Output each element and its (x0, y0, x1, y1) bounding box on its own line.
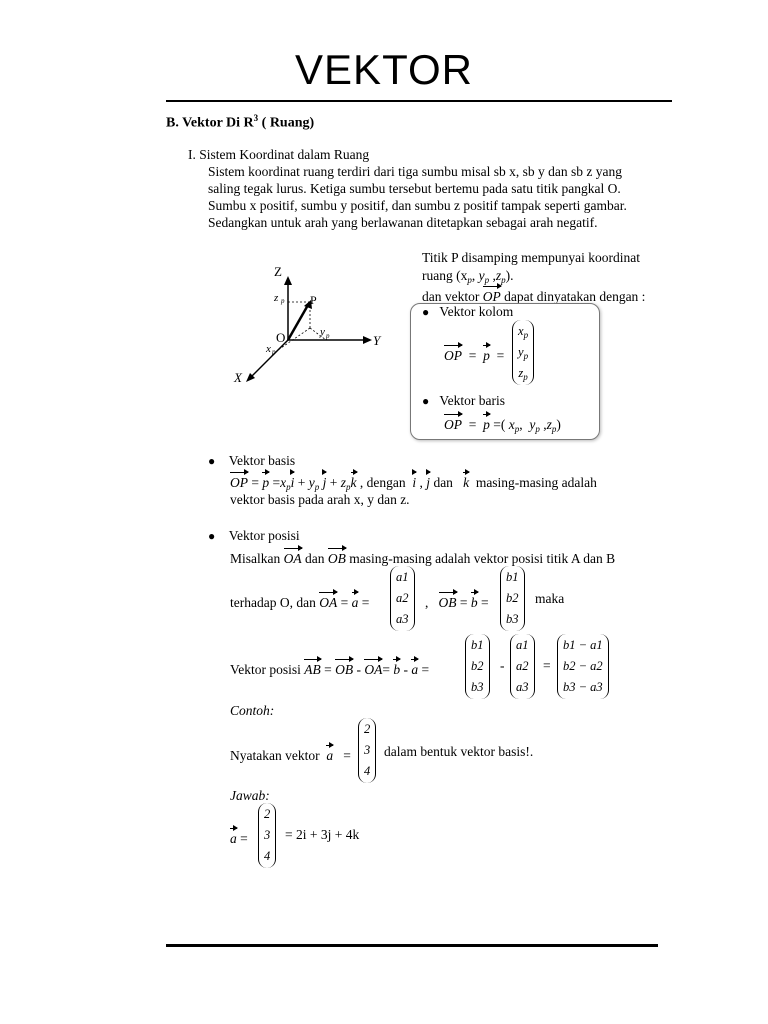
label-z: Z (274, 264, 282, 279)
side-line-3: dan vektor OP dapat dinyatakan dengan : (422, 284, 645, 305)
op-vector (288, 305, 308, 340)
label-x: X (234, 370, 242, 385)
vp-eq: Vektor posisi AB = OB - OA= b - a = (230, 657, 429, 678)
label-xp-sub: p (272, 348, 276, 356)
z-arrow-icon (284, 276, 292, 285)
jawab-label: Jawab: (230, 788, 270, 803)
side-line-2: ruang ($x_p$, $y_p$ $,z_p$). (422, 268, 514, 285)
vector-b-2: b1 b2 b3 (465, 634, 490, 699)
label-zp: z (274, 292, 279, 304)
kolom-eq: OP = p = (444, 343, 504, 364)
bullet-basis: ● Vektor basis (208, 453, 296, 468)
label-y: Y (373, 333, 381, 348)
posisi-line-1: Misalkan OA dan OB masing-masing adalah vektor posisi titik A dan B (230, 546, 615, 567)
section-suffix: ( Ruang) (258, 115, 315, 131)
part1-line-4: Sedangkan untuk arah yang berlawanan ditetapkan sebagai arah negatif. (208, 215, 598, 230)
jawab-a: a = (230, 826, 248, 847)
bullet-baris: ● Vektor baris (422, 393, 505, 408)
part1-heading: I. Sistem Koordinat dalam Ruang (188, 147, 370, 162)
part1-line-1: Sistem koordinat ruang terdiri dari tiga sumbu misal sb x, sb y dan sb z yang (208, 164, 622, 179)
ob-eq: , OB = b = (425, 590, 489, 611)
contoh-label: Contoh: (230, 703, 275, 718)
label-xp: x (266, 343, 271, 355)
label-o: O (276, 330, 286, 345)
vector-a-1: a1 a2 a3 (390, 566, 415, 631)
basis-eq: OP = $p =x_pi + y_p$ $j + z_pk$ , dengan i , j dan k masing-masing adalah (230, 470, 597, 496)
vector-diff: b1 − a1 b2 − a2 b3 − a3 (557, 634, 609, 699)
label-yp: y (320, 326, 325, 338)
label-p: P (310, 293, 317, 307)
contoh-vector: 2 3 4 (358, 718, 376, 783)
vector-a-2: a1 a2 a3 (510, 634, 535, 699)
side-line-1: Titik P disamping mempunyai koordinat (422, 250, 641, 265)
kolom-vector: $x_p$ $y_p$ $z_p$ (512, 320, 534, 385)
part1-line-2: saling tegak lurus. Ketiga sumbu tersebut bertemu pada satu titik pangkal O. (208, 181, 621, 196)
baris-eq: OP = p =( $x_p$, $y_p$ $,z_p$) (444, 412, 561, 438)
page-title: VEKTOR (295, 46, 473, 93)
contoh-line-b: dalam bentuk vektor basis!. (384, 744, 534, 759)
section-sup: 3 (253, 113, 259, 123)
maka-text: maka (535, 591, 565, 606)
section-heading (166, 113, 314, 132)
jawab-vector: 2 3 4 (258, 803, 276, 868)
jawab-result: = 2i + 3j + 4k (285, 827, 360, 842)
minus-sign: - (500, 658, 505, 673)
section-label: B. Vektor Di R (166, 115, 254, 131)
title-rule (166, 100, 672, 102)
label-zp-sub: p (281, 297, 285, 305)
coordinate-diagram (228, 258, 408, 398)
label-yp-sub: p (326, 332, 330, 340)
y-arrow-icon (363, 336, 372, 344)
vector-b-1: b1 b2 b3 (500, 566, 525, 631)
bullet-kolom: ● Vektor kolom (422, 304, 514, 319)
bullet-posisi: ● Vektor posisi (208, 528, 300, 543)
contoh-line-a: Nyatakan vektor a = (230, 743, 351, 764)
equals-sign: = (543, 658, 551, 673)
basis-line-2: vektor basis pada arah x, y dan z. (230, 492, 410, 507)
bottom-rule (166, 944, 658, 947)
part1-line-3: Sumbu x positif, sumbu y positif, dan sumbu z positif tampak seperti gambar. (208, 198, 627, 213)
terhadap-text: terhadap O, dan OA = a = (230, 590, 369, 611)
